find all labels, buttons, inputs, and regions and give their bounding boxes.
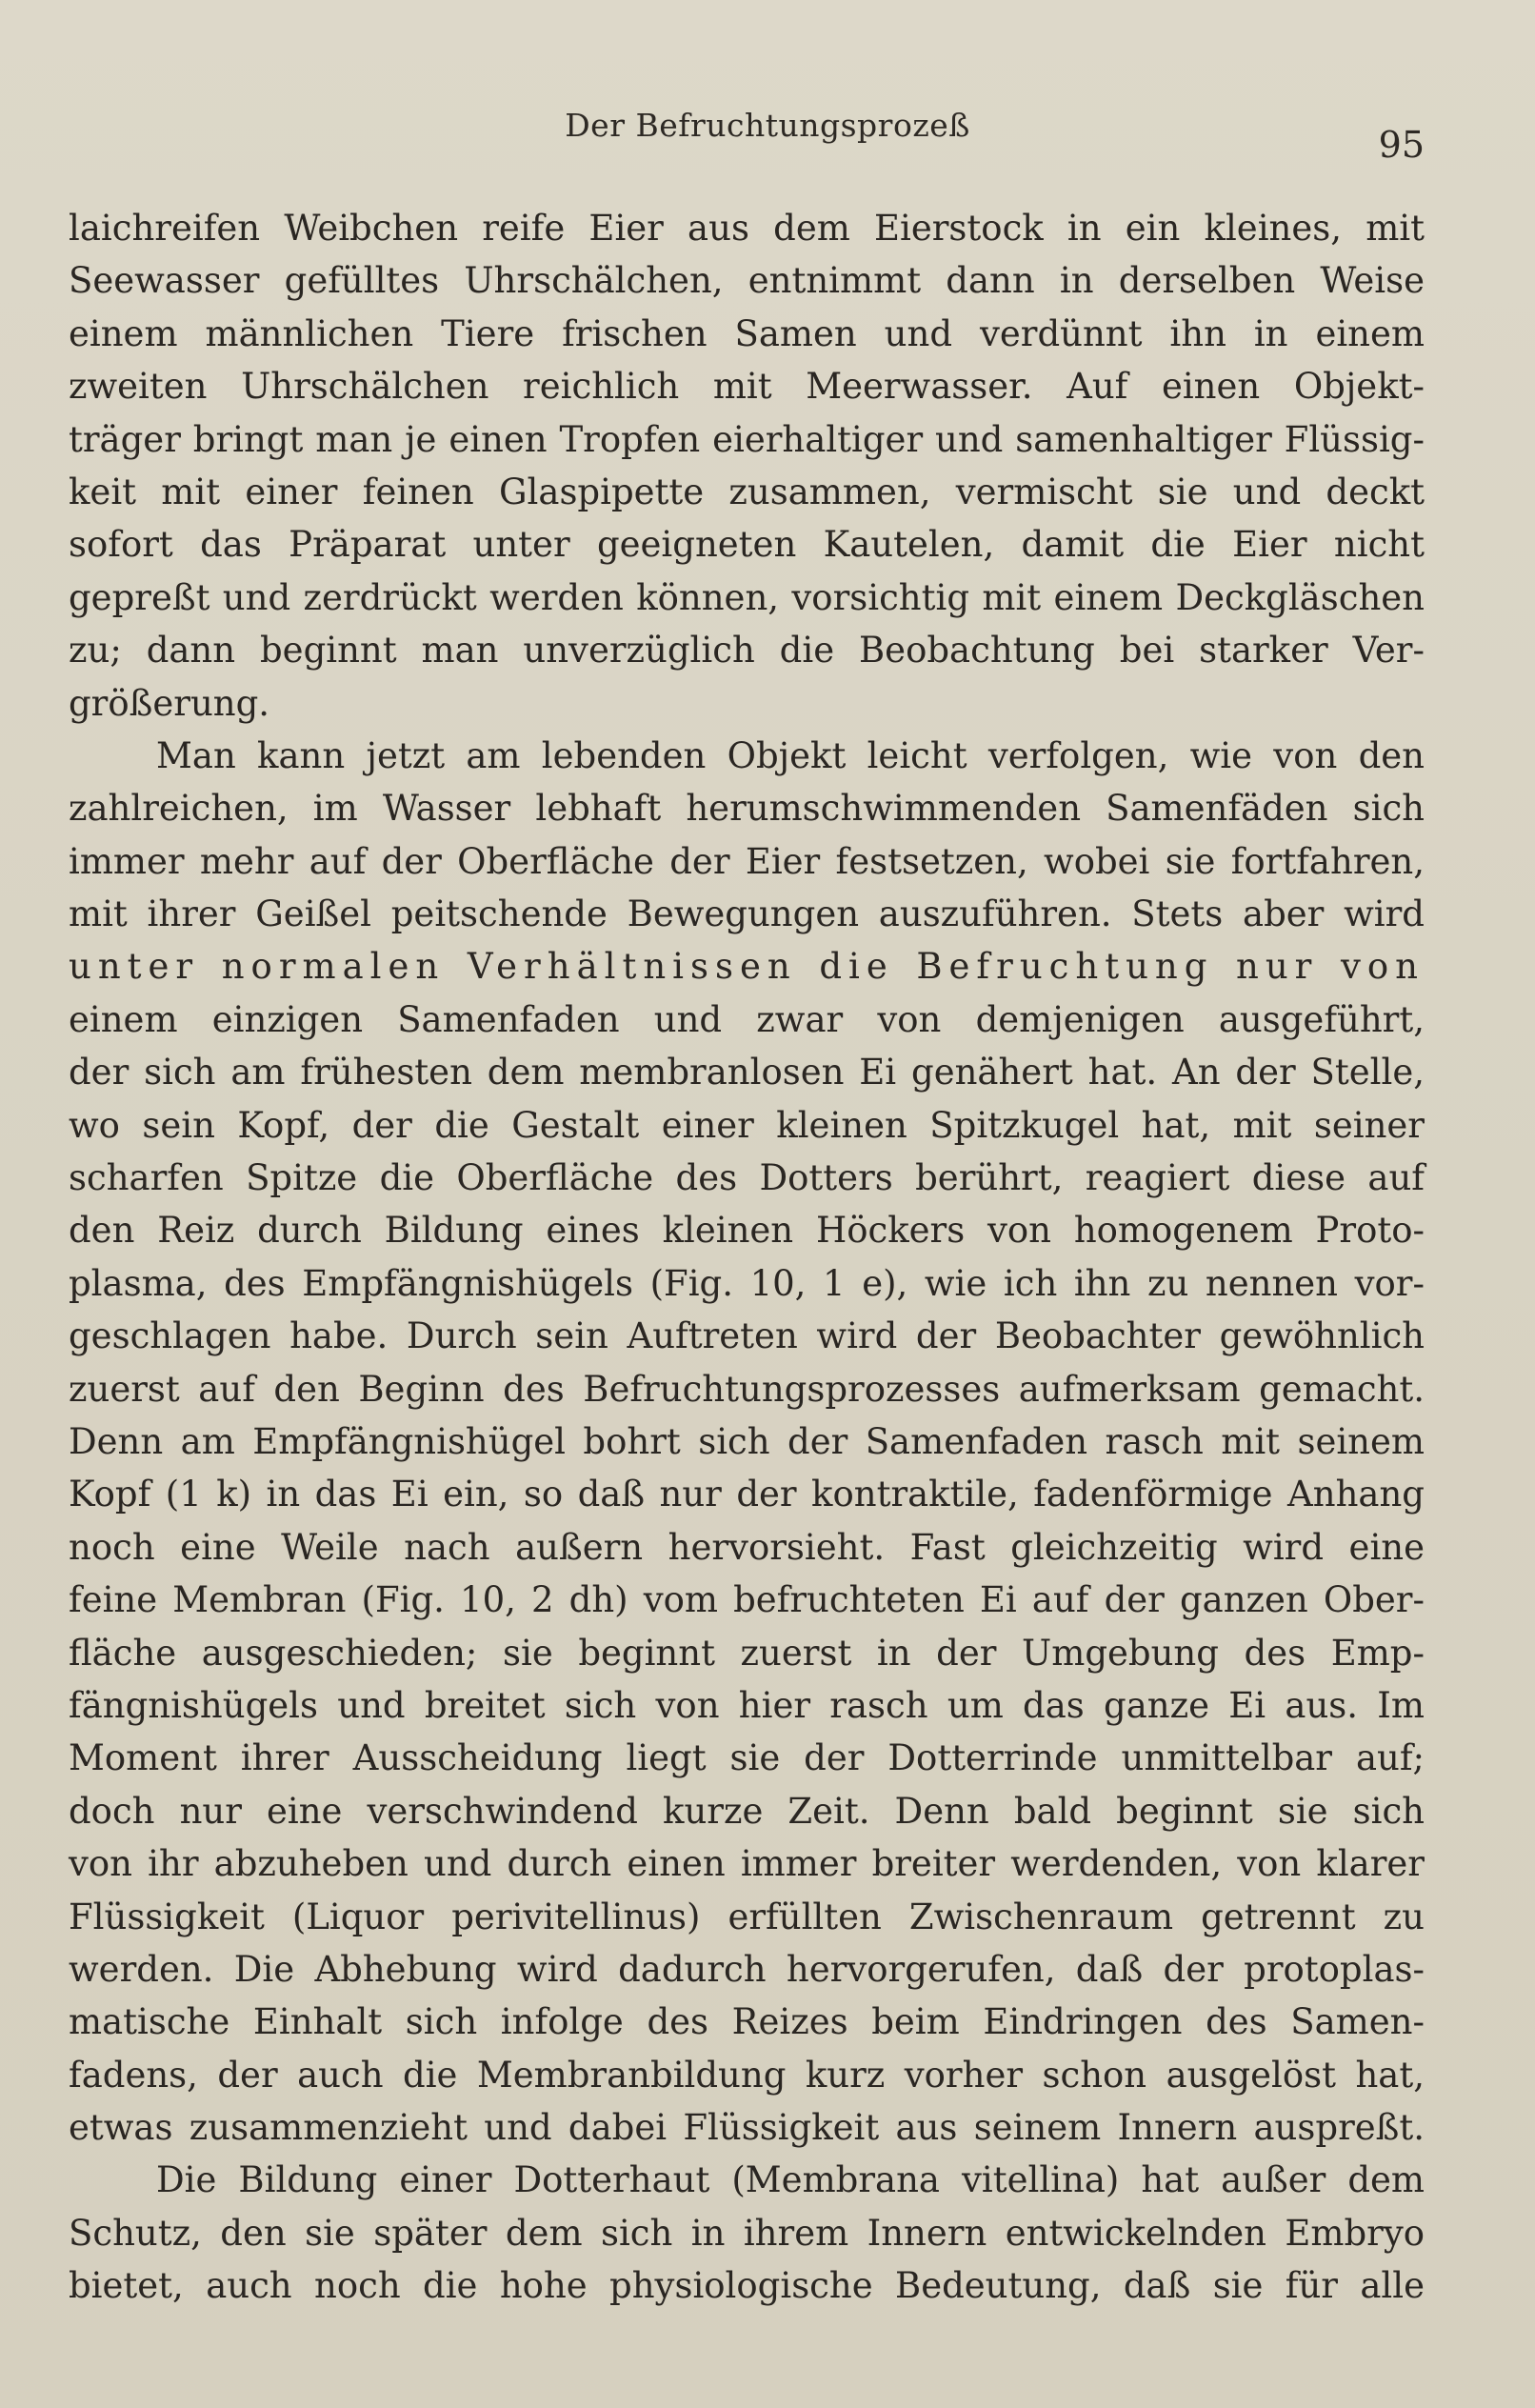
text-line: zweiten Uhrschälchen reichlich mit Meerwasser. Auf einen Objekt- xyxy=(69,366,1425,408)
text-line: werden. Die Abhebung wird dadurch hervorgerufen, daß der protoplas- xyxy=(69,1948,1425,1990)
text-line: fläche ausgeschieden; sie beginnt zuerst in der Umgebung des Emp- xyxy=(69,1632,1425,1674)
text-line: feine Membran (Fig. 10, 2 dh) vom befruchteten Ei auf der ganzen Ober- xyxy=(69,1579,1425,1621)
text-line: Schutz, den sie später dem sich in ihrem Innern entwickelnden Embryo xyxy=(69,2212,1425,2254)
text-line: plasma, des Empfängnishügels (Fig. 10, 1 e), wie ich ihn zu nennen vor- xyxy=(69,1262,1425,1304)
text-line: laichreifen Weibchen reife Eier aus dem Eierstock in ein kleines, mit xyxy=(69,208,1425,249)
text-line: fängnishügels und breitet sich von hier rasch um das ganze Ei aus. Im xyxy=(69,1684,1425,1726)
text-line: doch nur eine verschwindend kurze Zeit. Denn bald beginnt sie sich xyxy=(69,1790,1425,1832)
text-line: zu; dann beginnt man unverzüglich die Beobachtung bei starker Ver- xyxy=(69,630,1425,672)
text-line: mit ihrer Geißel peitschende Bewegungen auszuführen. Stets aber wird xyxy=(69,893,1425,935)
text-line: gepreßt und zerdrückt werden können, vorsichtig mit einem Deckgläschen xyxy=(69,576,1425,618)
text-line: scharfen Spitze die Oberfläche des Dotters berührt, reagiert diese auf xyxy=(69,1157,1425,1199)
text-line: Flüssigkeit (Liquor perivitellinus) erfüllten Zwischenraum getrennt zu xyxy=(69,1896,1425,1937)
text-line: Denn am Empfängnishügel bohrt sich der Samenfaden rasch mit seinem xyxy=(69,1420,1425,1462)
text-line: geschlagen habe. Durch sein Auftreten wird der Beobachter gewöhnlich xyxy=(69,1315,1425,1357)
text-line: bietet, auch noch die hohe physiologische Bedeutung, daß sie für alle xyxy=(69,2265,1425,2307)
text-line: wo sein Kopf, der die Gestalt einer kleinen Spitzkugel hat, mit seiner xyxy=(69,1104,1425,1146)
text-line: größerung. xyxy=(69,682,270,724)
paragraph xyxy=(69,202,1425,730)
text-line: träger bringt man je einen Tropfen eierhaltiger und samenhaltiger Flüssig- xyxy=(69,418,1425,460)
text-line: immer mehr auf der Oberfläche der Eier festsetzen, wobei sie fortfahren, xyxy=(69,840,1425,882)
text-line: zahlreichen, im Wasser lebhaft herumschwimmenden Samenfäden sich xyxy=(69,788,1425,830)
text-line: fadens, der auch die Membranbildung kurz vorher schon ausgelöst hat, xyxy=(69,2054,1425,2096)
text-line: zuerst auf den Beginn des Befruchtungsprozesses aufmerksam gemacht. xyxy=(69,1368,1425,1410)
text-line: Man kann jetzt am lebenden Objekt leicht verfolgen, wie von den xyxy=(156,734,1425,776)
text-line: einem männlichen Tiere frischen Samen und verdünnt ihn in einem xyxy=(69,312,1425,354)
text-line: Die Bildung einer Dotterhaut (Membrana vitellina) hat außer dem xyxy=(156,2159,1425,2201)
page-number: 95 xyxy=(1378,124,1425,166)
text-line: Seewasser gefülltes Uhrschälchen, entnimmt dann in derselben Weise xyxy=(69,260,1425,302)
text-line: von ihr abzuheben und durch einen immer breiter werdenden, von klarer xyxy=(69,1843,1425,1885)
paragraph xyxy=(69,2154,1425,2312)
text-line: den Reiz durch Bildung eines kleinen Höckers von homogenem Proto- xyxy=(69,1210,1425,1252)
running-title: Der Befruchtungsprozeß xyxy=(565,107,970,144)
text-line: Moment ihrer Ausscheidung liegt sie der Dotterrinde unmittelbar auf; xyxy=(69,1737,1425,1779)
text-line: einem einzigen Samenfaden und zwar von demjenigen ausgeführt, xyxy=(69,998,1425,1040)
text-line: der sich am frühesten dem membranlosen Ei genähert hat. An der Stelle, xyxy=(69,1052,1425,1094)
body-text xyxy=(69,202,1425,2313)
text-line: keit mit einer feinen Glaspipette zusammen, vermischt sie und deckt xyxy=(69,471,1425,512)
text-line: matische Einhalt sich infolge des Reizes beim Eindringen des Samen- xyxy=(69,2001,1425,2043)
text-line: Kopf (1 k) in das Ei ein, so daß nur der kontraktile, fadenförmige Anhang xyxy=(69,1474,1425,1515)
text-line: unter normalen Verhältnissen die Befruchtung nur von xyxy=(69,946,1425,988)
text-line: etwas zusammenzieht und dabei Flüssigkeit aus seinem Innern auspreßt. xyxy=(69,2107,1425,2149)
paragraph xyxy=(69,730,1425,2155)
text-line: noch eine Weile nach außern hervorsieht. Fast gleichzeitig wird eine xyxy=(69,1526,1425,1568)
text-line: sofort das Präparat unter geeigneten Kautelen, damit die Eier nicht xyxy=(69,524,1425,566)
